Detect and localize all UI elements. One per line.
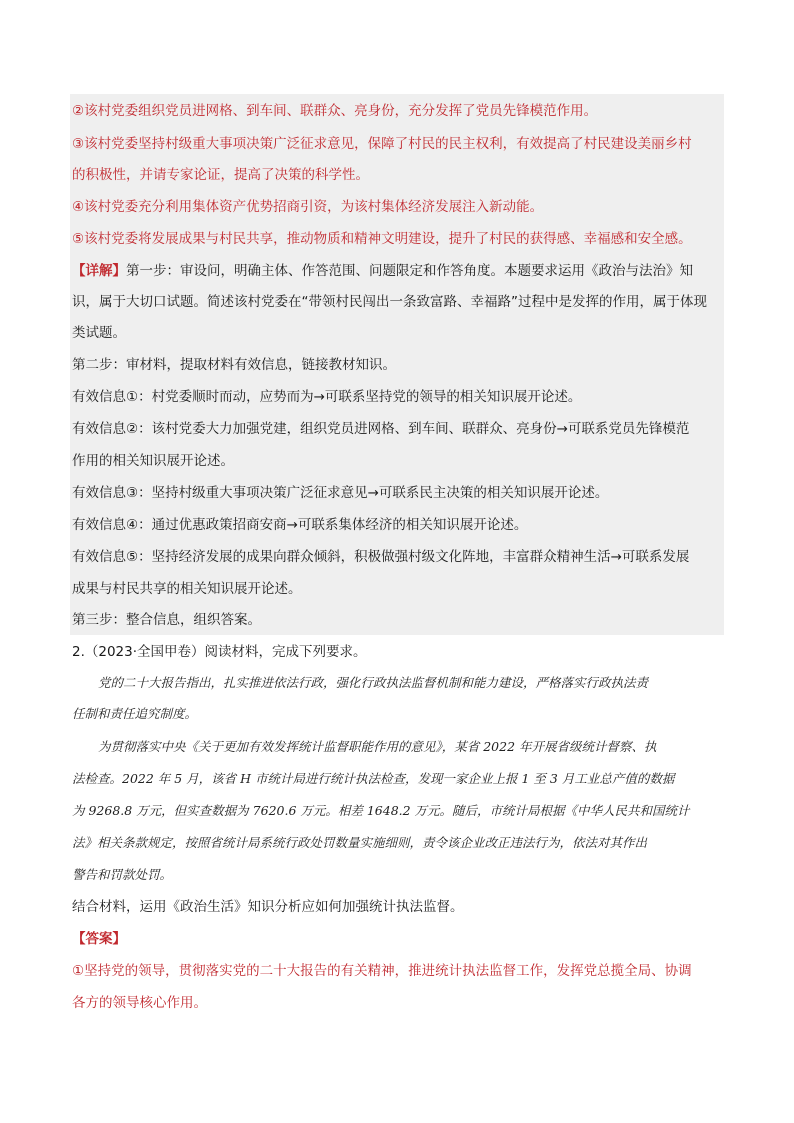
detail-line1: 【详解】第一步：审设问，明确主体、作答范围、问题限定和作答角度。本题要求运用《政治与法治》知 (72, 263, 693, 279)
answer2-line2: 各方的领导核心作用。 (72, 995, 207, 1011)
detail-info3: 有效信息③：坚持村级重大事项决策广泛征求意见→可联系民主决策的相关知识展开论述。 (72, 485, 609, 501)
material2-line2: 法检查。2022 年 5 月，该省 H 市统计局进行统计执法检查，发现一家企业上报 1 至 3 月工业总产值的数据 (72, 771, 675, 786)
material2-line3: 为 9268.8 万元，但实查数据为 7620.6 万元。相差 1648.2 万元。随后，市统计局根据《中华人民共和国统计 (72, 803, 690, 818)
question2-header: 2.（2023·全国甲卷）阅读材料，完成下列要求。 (72, 644, 367, 660)
detail-info1: 有效信息①：村党委顺时而动，应势而为→可联系坚持党的领导的相关知识展开论述。 (72, 389, 582, 405)
detail-info4: 有效信息④：通过优惠政策招商安商→可联系集体经济的相关知识展开论述。 (72, 517, 528, 533)
detail-line2: 识，属于大切口试题。简述该村党委在“带领村民闯出一条致富路、幸福路”过程中是发挥的作用，属于体现 (72, 294, 707, 310)
answer-point-3-line2: 的积极性，并请专家论证，提高了决策的科学性。 (72, 167, 369, 183)
detail-info5-line2: 成果与村民共享的相关知识展开论述。 (72, 581, 302, 597)
detail-info5-line1: 有效信息⑤：坚持经济发展的成果向群众倾斜，积极做强村级文化阵地，丰富群众精神生活→可联系发展 (72, 549, 690, 565)
answer-point-3-line1: ③该村党委坚持村级重大事项决策广泛征求意见，保障了村民的民主权利，有效提高了村民建设美丽乡村 (72, 136, 692, 152)
answer-label: 【答案】 (72, 931, 126, 947)
question2-prompt: 结合材料，运用《政治生活》知识分析应如何加强统计执法监督。 (72, 899, 464, 915)
detail-info2-line2: 作用的相关知识展开论述。 (72, 453, 234, 469)
answer-point-5: ⑤该村党委将发展成果与村民共享，推动物质和精神文明建设，提升了村民的获得感、幸福感和安全感。 (72, 231, 692, 247)
material2-line5: 警告和罚款处罚。 (72, 867, 173, 882)
material1-line1: 党的二十大报告指出，扎实推进依法行政，强化行政执法监督机制和能力建设，严格落实行政执法责 (98, 675, 649, 690)
answer-point-2: ②该村党委组织党员进网格、到车间、联群众、亮身份，充分发挥了党员先锋模范作用。 (72, 103, 598, 119)
answer-point-4: ④该村党委充分利用集体资产优势招商引资，为该村集体经济发展注入新动能。 (72, 199, 544, 215)
answer2-line1: ①坚持党的领导，贯彻落实党的二十大报告的有关精神，推进统计执法监督工作，发挥党总揽全局、协调 (72, 963, 692, 979)
detail-line3: 类试题。 (72, 325, 126, 341)
detail-info2-line1: 有效信息②：该村党委大力加强党建，组织党员进网格、到车间、联群众、亮身份→可联系党员先锋模范 (72, 421, 690, 437)
detail-step2: 第二步：审材料，提取材料有效信息，链接教材知识。 (72, 357, 396, 373)
detail-step3: 第三步：整合信息，组织答案。 (72, 612, 261, 628)
material2-line1: 为贯彻落实中央《关于更加有效发挥统计监督职能作用的意见》，某省 2022 年开展省级统计督察、执 (98, 739, 657, 754)
material2-line4: 法》相关条款规定，按照省统计局系统行政处罚数量实施细则，责令该企业改正违法行为，依法对其作出 (72, 835, 648, 850)
material1-line2: 任制和责任追究制度。 (72, 706, 198, 721)
detail-label: 【详解】 (72, 263, 126, 279)
